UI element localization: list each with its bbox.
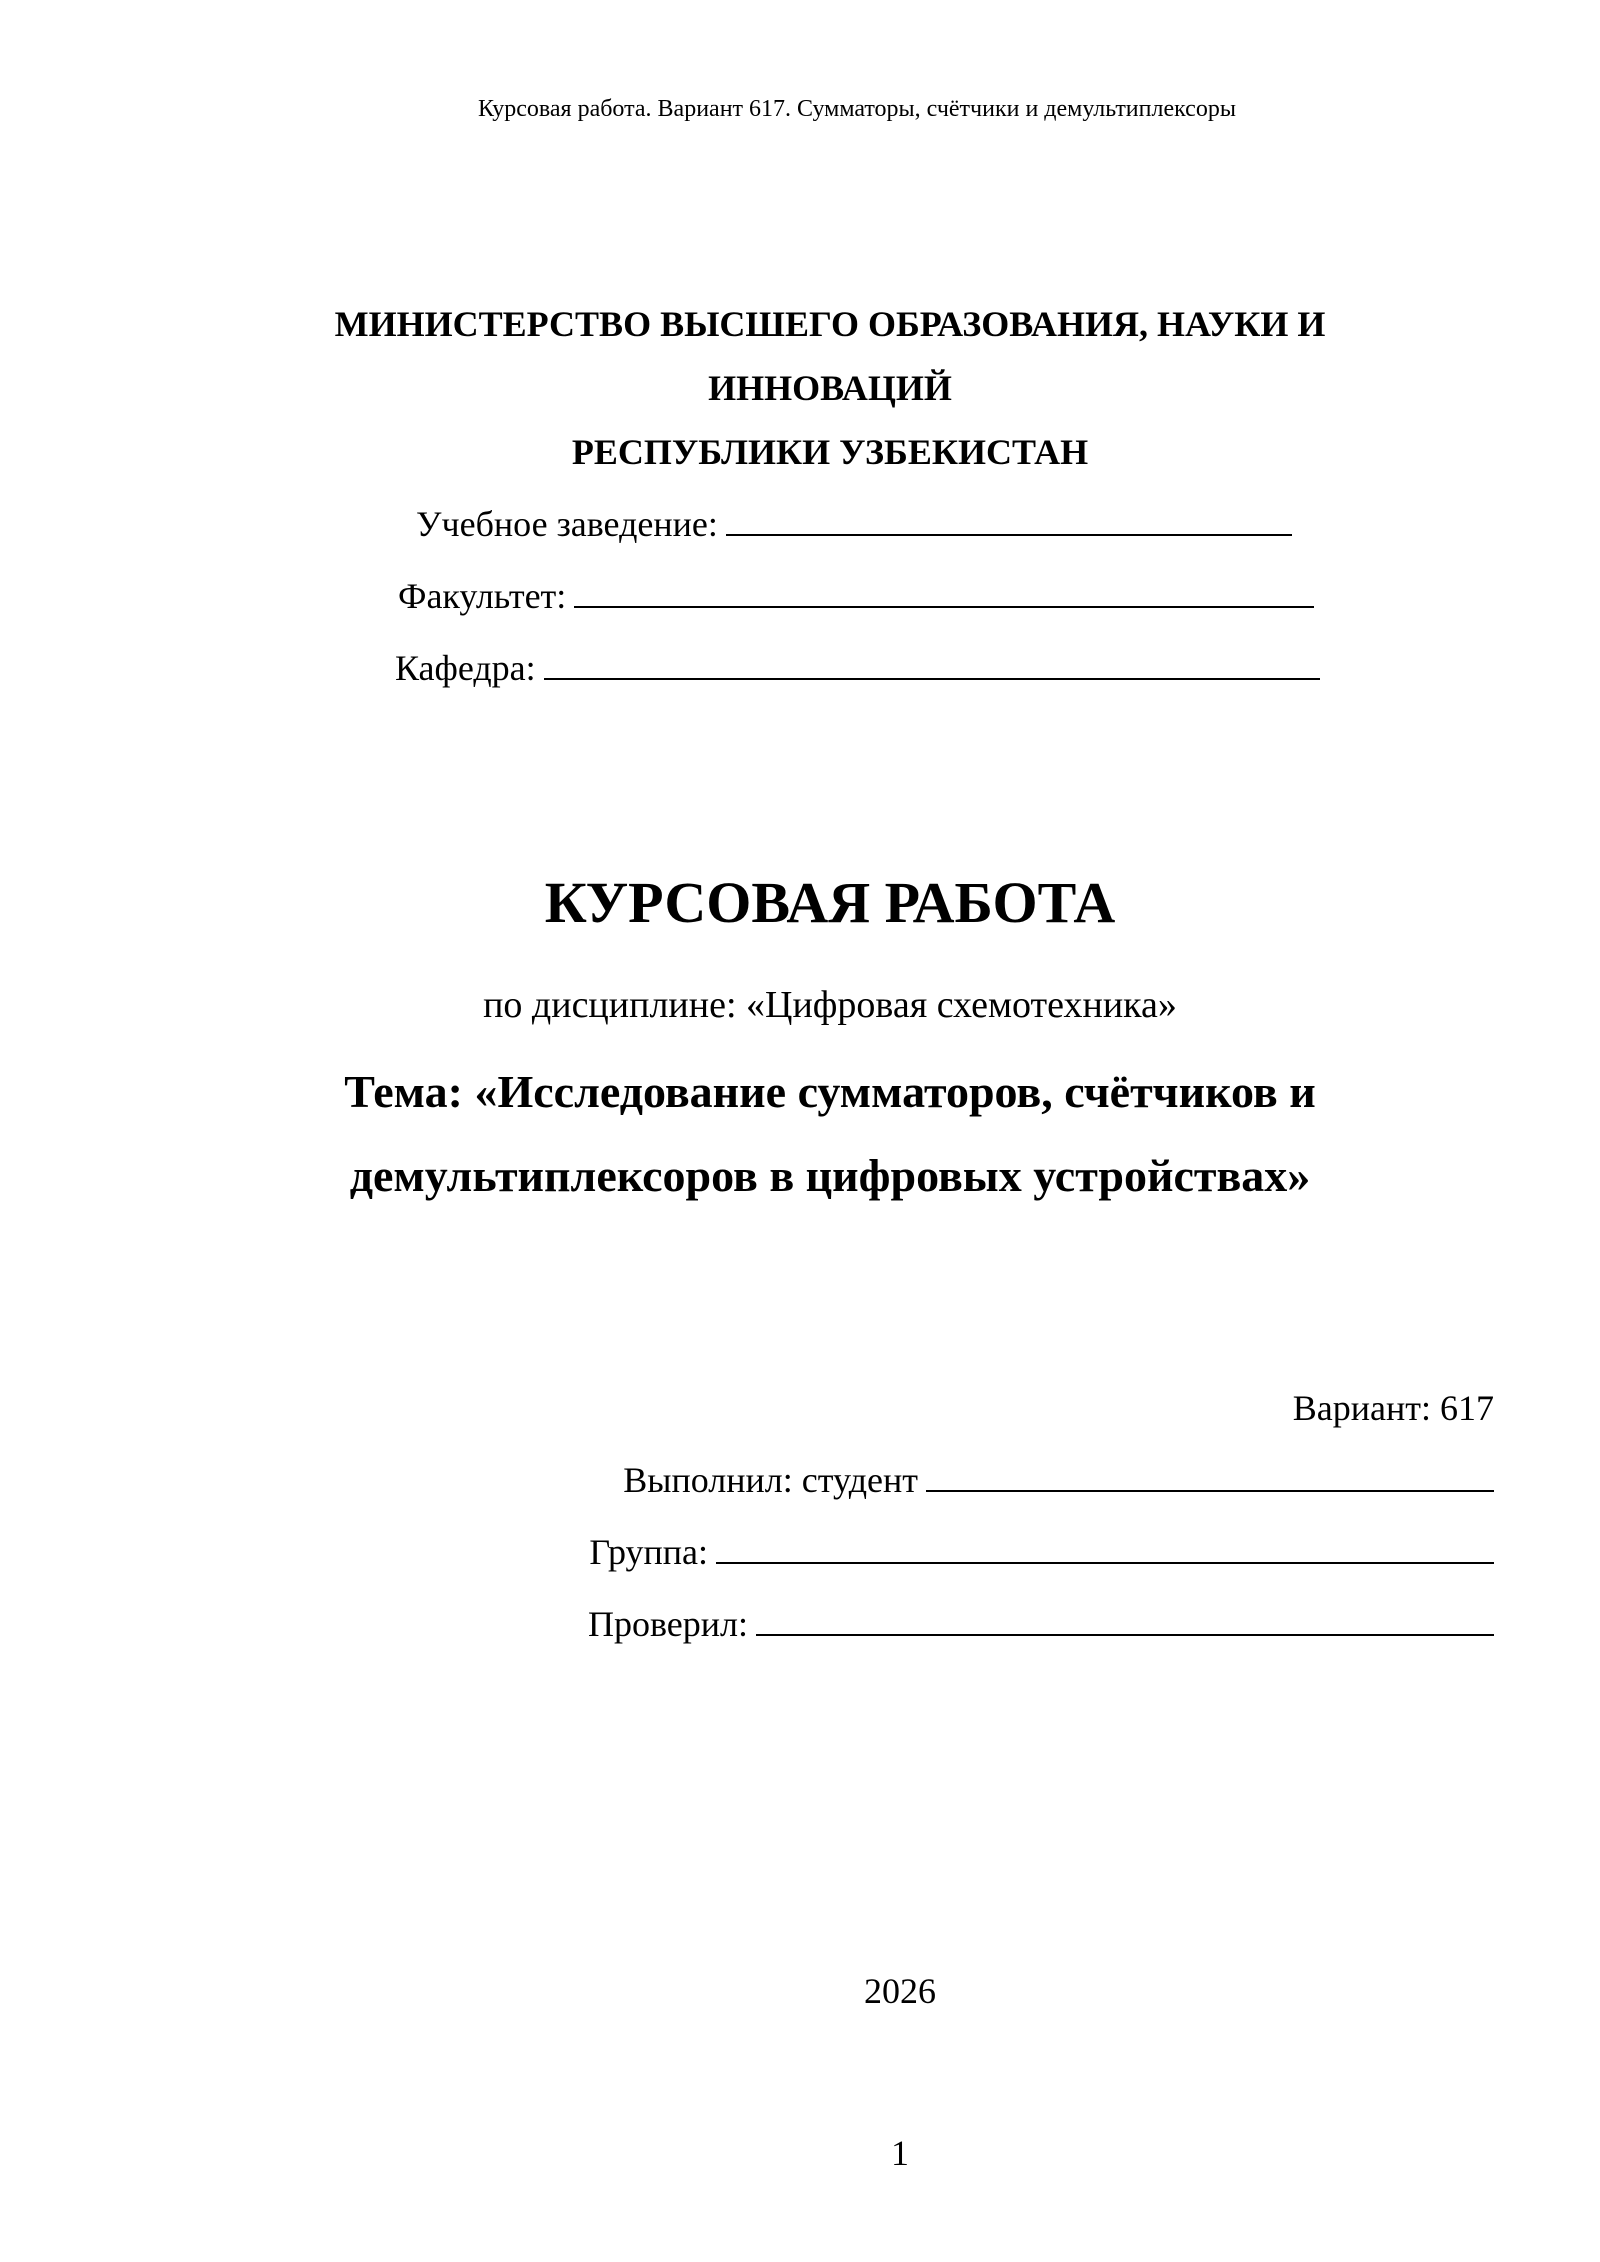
ministry-line-2: ИННОВАЦИЙ	[708, 368, 952, 408]
discipline-line: по дисциплине: «Цифровая схемотехника»	[483, 984, 1177, 1026]
faculty-field	[398, 574, 1314, 618]
year: 2026	[864, 1971, 936, 2011]
topic-heading	[300, 1050, 1360, 1218]
running-header: Курсовая работа. Вариант 617. Сумматоры, счётчики и демультиплексоры	[478, 96, 1236, 122]
university-field	[416, 502, 1292, 546]
topic-line-1: Тема: «Исследование сумматоров, счётчиков и	[344, 1066, 1316, 1117]
university-label: Учебное заведение:	[416, 504, 718, 544]
student-label: Выполнил: студент	[623, 1460, 918, 1500]
student-blank	[926, 1458, 1494, 1492]
document-title: КУРСОВАЯ РАБОТА	[544, 870, 1116, 935]
page-number: 1	[891, 2133, 909, 2173]
group-blank	[716, 1530, 1494, 1564]
group-label: Группа:	[589, 1532, 708, 1572]
department-blank	[544, 646, 1320, 680]
ministry-line-1: МИНИСТЕРСТВО ВЫСШЕГО ОБРАЗОВАНИЯ, НАУКИ И	[334, 304, 1326, 344]
university-blank	[726, 502, 1292, 536]
department-field	[395, 646, 1320, 690]
checked-by-field	[588, 1602, 1494, 1646]
department-label: Кафедра:	[395, 648, 536, 688]
topic-line-2: демультиплексоров в цифровых устройствах»	[349, 1150, 1311, 1201]
faculty-blank	[574, 574, 1314, 608]
ministry-line-3: РЕСПУБЛИКИ УЗБЕКИСТАН	[571, 432, 1089, 472]
variant-line: Вариант: 617	[1292, 1388, 1494, 1428]
group-field	[589, 1530, 1494, 1574]
checked-by-label: Проверил:	[588, 1604, 748, 1644]
checked-by-blank	[756, 1602, 1494, 1636]
student-field	[623, 1458, 1494, 1502]
ministry-heading	[330, 292, 1330, 484]
faculty-label: Факультет:	[398, 576, 567, 616]
